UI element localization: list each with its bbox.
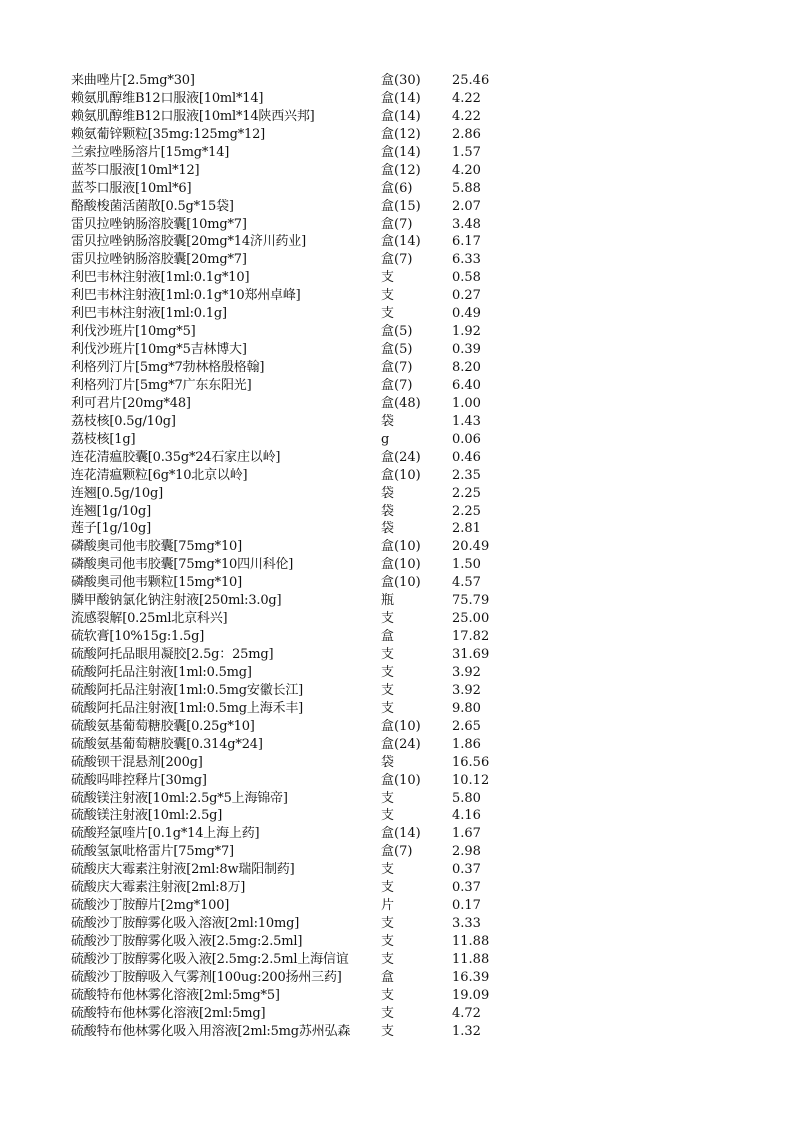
drug-name: 硫酸氨基葡萄糖胶囊[0.25g*10] — [71, 718, 255, 734]
unit-price: 0.17 — [452, 898, 481, 914]
unit-price: 19.09 — [452, 987, 490, 1003]
package-unit: 盒(48) — [381, 395, 421, 411]
drug-name: 利巴韦林注射液[1ml:0.1g*10郑州卓峰] — [71, 288, 301, 304]
drug-name: 利可君片[20mg*48] — [71, 395, 191, 411]
drug-name: 利格列汀片[5mg*7广东东阳光] — [71, 377, 252, 393]
package-unit: 支 — [381, 664, 395, 680]
drug-name: 硫酸沙丁胺醇雾化吸入液[2.5mg:2.5ml] — [71, 934, 303, 949]
drug-name: 硫酸阿托品注射液[1ml:0.5mg安徽长江] — [71, 682, 304, 698]
unit-price: 6.33 — [452, 252, 481, 268]
table-row — [71, 520, 511, 538]
unit-price: 4.72 — [452, 1005, 481, 1021]
table-row — [71, 556, 511, 574]
unit-price: 31.69 — [452, 647, 490, 662]
table-row — [71, 825, 511, 843]
package-unit: 支 — [381, 934, 395, 949]
unit-price: 5.80 — [452, 790, 481, 806]
drug-name: 磷酸奥司他韦胶囊[75mg*10四川科伦] — [71, 557, 294, 573]
table-row — [71, 664, 511, 682]
price-table — [71, 72, 511, 1041]
drug-name: 雷贝拉唑钠肠溶胶囊[20mg*7] — [71, 252, 247, 268]
drug-name: 莲子[1g/10g] — [71, 521, 151, 537]
package-unit: 盒(7) — [381, 216, 413, 232]
table-row — [71, 287, 511, 305]
unit-price: 0.39 — [452, 342, 481, 358]
unit-price: 1.32 — [452, 1023, 481, 1039]
package-unit: 支 — [381, 862, 395, 878]
package-unit: 瓶 — [381, 593, 395, 609]
table-row — [71, 807, 511, 825]
unit-price: 10.12 — [452, 772, 490, 788]
table-row — [71, 377, 511, 395]
drug-name: 赖氨肌醇维B12口服液[10ml*14] — [71, 90, 264, 106]
table-row — [71, 233, 511, 251]
table-row — [71, 413, 511, 431]
drug-name: 硫酸沙丁胺醇吸入气雾剂[100ug:200扬州三药] — [71, 969, 342, 985]
drug-name: 酪酸梭菌活菌散[0.5g*15袋] — [71, 198, 234, 214]
package-unit: 盒(14) — [381, 234, 421, 250]
unit-price: 0.37 — [452, 880, 481, 896]
package-unit: 盒(24) — [381, 449, 421, 465]
drug-name: 硫酸钡干混悬剂[200g] — [71, 754, 203, 770]
unit-price: 1.86 — [452, 736, 481, 752]
table-row — [71, 646, 511, 664]
package-unit: 盒(15) — [381, 198, 421, 214]
package-unit: 支 — [381, 987, 395, 1003]
package-unit: 片 — [381, 898, 395, 914]
unit-price: 0.37 — [452, 862, 481, 878]
unit-price: 0.58 — [452, 270, 481, 286]
package-unit: 盒(7) — [381, 377, 413, 393]
table-row — [71, 700, 511, 718]
table-row — [71, 736, 511, 754]
unit-price: 3.48 — [452, 216, 481, 232]
drug-name: 兰索拉唑肠溶片[15mg*14] — [71, 144, 230, 160]
unit-price: 25.00 — [452, 611, 490, 627]
package-unit: 盒 — [381, 629, 395, 645]
drug-name: 连花清瘟胶囊[0.35g*24石家庄以岭] — [71, 449, 281, 465]
package-unit: 袋 — [381, 485, 395, 501]
table-row — [71, 503, 511, 521]
drug-name: 雷贝拉唑钠肠溶胶囊[20mg*14济川药业] — [71, 234, 306, 250]
unit-price: 1.92 — [452, 324, 481, 340]
table-row — [71, 108, 511, 126]
table-row — [71, 180, 511, 198]
table-row — [71, 90, 511, 108]
table-row — [71, 897, 511, 915]
unit-price: 2.81 — [452, 521, 481, 537]
drug-name: 利格列汀片[5mg*7勃林格殷格翰] — [71, 360, 265, 375]
unit-price: 4.20 — [452, 162, 481, 178]
drug-name: 荔枝核[1g] — [71, 431, 136, 447]
package-unit: 袋 — [381, 754, 395, 770]
drug-name: 连翘[0.5g/10g] — [71, 485, 163, 501]
package-unit: 盒(10) — [381, 772, 421, 788]
package-unit: 盒(10) — [381, 539, 421, 555]
package-unit: 支 — [381, 1023, 395, 1039]
table-row — [71, 969, 511, 987]
drug-name: 连翘[1g/10g] — [71, 503, 151, 519]
drug-name: 雷贝拉唑钠肠溶胶囊[10mg*7] — [71, 216, 247, 232]
table-row — [71, 1005, 511, 1023]
table-row — [71, 216, 511, 234]
unit-price: 4.22 — [452, 90, 481, 106]
drug-name: 硫酸阿托品注射液[1ml:0.5mg上海禾丰] — [71, 700, 304, 716]
package-unit: 支 — [381, 808, 395, 824]
package-unit: 盒(7) — [381, 360, 413, 375]
unit-price: 3.92 — [452, 664, 481, 680]
package-unit: 支 — [381, 270, 395, 286]
table-row — [71, 467, 511, 485]
unit-price: 8.20 — [452, 360, 481, 375]
package-unit: 支 — [381, 790, 395, 806]
drug-name: 磷酸奥司他韦颗粒[15mg*10] — [71, 575, 242, 591]
drug-name: 连花清瘟颗粒[6g*10北京以岭] — [71, 467, 248, 483]
drug-name: 硫酸阿托品眼用凝胶[2.5g：25mg] — [71, 647, 274, 662]
drug-name: 硫酸特布他林雾化溶液[2ml:5mg*5] — [71, 987, 280, 1003]
drug-name: 硫酸庆大霉素注射液[2ml:8w瑞阳制药] — [71, 862, 295, 878]
package-unit: 盒(5) — [381, 342, 413, 358]
table-row — [71, 772, 511, 790]
table-row — [71, 269, 511, 287]
package-unit: 盒(6) — [381, 180, 413, 196]
drug-name: 硫酸阿托品注射液[1ml:0.5mg] — [71, 664, 252, 680]
table-row — [71, 754, 511, 772]
drug-name: 硫酸特布他林雾化溶液[2ml:5mg] — [71, 1005, 266, 1021]
table-row — [71, 485, 511, 503]
table-row — [71, 987, 511, 1005]
package-unit: 支 — [381, 1005, 395, 1021]
unit-price: 6.17 — [452, 234, 481, 250]
table-row — [71, 323, 511, 341]
package-unit: 盒(14) — [381, 144, 421, 160]
unit-price: 2.25 — [452, 485, 481, 501]
package-unit: 支 — [381, 647, 395, 662]
table-row — [71, 610, 511, 628]
drug-name: 硫酸庆大霉素注射液[2ml:8万] — [71, 880, 246, 896]
unit-price: 16.56 — [452, 754, 490, 770]
drug-name: 利伐沙班片[10mg*5吉林博大] — [71, 342, 247, 358]
unit-price: 2.07 — [452, 198, 481, 214]
package-unit: g — [381, 431, 390, 447]
unit-price: 0.46 — [452, 449, 481, 465]
table-row — [71, 431, 511, 449]
table-row — [71, 574, 511, 592]
table-row — [71, 72, 511, 90]
table-row — [71, 790, 511, 808]
package-unit: 袋 — [381, 413, 395, 429]
table-row — [71, 1023, 511, 1041]
table-row — [71, 305, 511, 323]
package-unit: 盒(14) — [381, 108, 421, 124]
package-unit: 支 — [381, 288, 395, 304]
unit-price: 3.92 — [452, 682, 481, 698]
table-row — [71, 951, 511, 969]
unit-price: 2.25 — [452, 503, 481, 519]
unit-price: 17.82 — [452, 629, 490, 645]
table-row — [71, 449, 511, 467]
drug-name: 利巴韦林注射液[1ml:0.1g] — [71, 306, 227, 322]
unit-price: 2.65 — [452, 718, 481, 734]
unit-price: 20.49 — [452, 539, 490, 555]
package-unit: 袋 — [381, 503, 395, 519]
package-unit: 盒 — [381, 969, 395, 985]
drug-name: 赖氨肌醇维B12口服液[10ml*14陕西兴邦] — [71, 108, 315, 124]
unit-price: 16.39 — [452, 969, 490, 985]
table-row — [71, 162, 511, 180]
unit-price: 1.00 — [452, 395, 481, 411]
unit-price: 25.46 — [452, 73, 490, 88]
table-row — [71, 538, 511, 556]
unit-price: 75.79 — [452, 593, 490, 609]
package-unit: 盒(24) — [381, 736, 421, 752]
table-row — [71, 879, 511, 897]
unit-price: 4.22 — [452, 108, 481, 124]
drug-name: 硫酸沙丁胺醇片[2mg*100] — [71, 898, 230, 914]
package-unit: 支 — [381, 611, 395, 627]
package-unit: 盒(10) — [381, 718, 421, 734]
table-row — [71, 395, 511, 413]
package-unit: 袋 — [381, 521, 395, 537]
package-unit: 支 — [381, 306, 395, 322]
unit-price: 4.57 — [452, 575, 481, 591]
drug-name: 赖氨葡锌颗粒[35mg:125mg*12] — [71, 126, 266, 142]
package-unit: 盒(14) — [381, 90, 421, 106]
unit-price: 3.33 — [452, 916, 481, 932]
unit-price: 11.88 — [452, 934, 490, 949]
package-unit: 盒(10) — [381, 557, 421, 573]
drug-name: 硫酸镁注射液[10ml:2.5g*5上海锦帝] — [71, 790, 288, 806]
package-unit: 盒(30) — [381, 73, 421, 88]
table-row — [71, 126, 511, 144]
drug-name: 硫软膏[10%15g:1.5g] — [71, 629, 205, 645]
package-unit: 盒(5) — [381, 324, 413, 340]
drug-name: 硫酸羟氯喹片[0.1g*14上海上药] — [71, 826, 260, 842]
table-row — [71, 341, 511, 359]
unit-price: 1.43 — [452, 413, 481, 429]
table-row — [71, 933, 511, 951]
table-row — [71, 144, 511, 162]
drug-name: 硫酸氨基葡萄糖胶囊[0.314g*24] — [71, 736, 263, 752]
table-row — [71, 628, 511, 646]
package-unit: 支 — [381, 916, 395, 932]
drug-name: 硫酸吗啡控释片[30mg] — [71, 772, 207, 788]
drug-name: 蓝芩口服液[10ml*6] — [71, 180, 192, 196]
table-row — [71, 718, 511, 736]
table-row — [71, 915, 511, 933]
table-row — [71, 198, 511, 216]
unit-price: 1.50 — [452, 557, 481, 573]
drug-name: 利伐沙班片[10mg*5] — [71, 324, 196, 340]
table-row — [71, 592, 511, 610]
drug-name: 蓝芩口服液[10ml*12] — [71, 162, 200, 178]
drug-name: 膦甲酸钠氯化钠注射液[250ml:3.0g] — [71, 593, 282, 609]
package-unit: 盒(12) — [381, 162, 421, 178]
table-row — [71, 682, 511, 700]
unit-price: 0.06 — [452, 431, 481, 447]
drug-name: 来曲唑片[2.5mg*30] — [71, 73, 195, 88]
package-unit: 支 — [381, 700, 395, 716]
unit-price: 2.98 — [452, 844, 481, 860]
drug-name: 荔枝核[0.5g/10g] — [71, 413, 176, 429]
unit-price: 2.35 — [452, 467, 481, 483]
unit-price: 4.16 — [452, 808, 481, 824]
drug-name: 硫酸特布他林雾化吸入用溶液[2ml:5mg苏州弘森 — [71, 1023, 351, 1039]
package-unit: 盒(10) — [381, 575, 421, 591]
drug-name: 硫酸沙丁胺醇雾化吸入液[2.5mg:2.5ml上海信谊 — [71, 951, 349, 967]
package-unit: 盒(14) — [381, 826, 421, 842]
unit-price: 11.88 — [452, 951, 490, 967]
drug-name: 流感裂解[0.25ml北京科兴] — [71, 611, 228, 627]
drug-name: 磷酸奥司他韦胶囊[75mg*10] — [71, 539, 242, 555]
package-unit: 支 — [381, 951, 395, 967]
package-unit: 盒(10) — [381, 467, 421, 483]
table-row — [71, 861, 511, 879]
unit-price: 5.88 — [452, 180, 481, 196]
drug-name: 利巴韦林注射液[1ml:0.1g*10] — [71, 270, 250, 286]
unit-price: 6.40 — [452, 377, 481, 393]
package-unit: 盒(7) — [381, 844, 413, 860]
unit-price: 1.57 — [452, 144, 481, 160]
unit-price: 0.49 — [452, 306, 481, 322]
table-row — [71, 843, 511, 861]
drug-name: 硫酸镁注射液[10ml:2.5g] — [71, 808, 223, 824]
drug-name: 硫酸沙丁胺醇雾化吸入溶液[2ml:10mg] — [71, 916, 300, 932]
unit-price: 1.67 — [452, 826, 481, 842]
package-unit: 支 — [381, 682, 395, 698]
package-unit: 盒(12) — [381, 126, 421, 142]
unit-price: 0.27 — [452, 288, 481, 304]
table-row — [71, 359, 511, 377]
unit-price: 2.86 — [452, 126, 481, 142]
unit-price: 9.80 — [452, 700, 481, 716]
package-unit: 支 — [381, 880, 395, 896]
package-unit: 盒(7) — [381, 252, 413, 268]
table-row — [71, 251, 511, 269]
drug-name: 硫酸氢氯吡格雷片[75mg*7] — [71, 844, 234, 860]
